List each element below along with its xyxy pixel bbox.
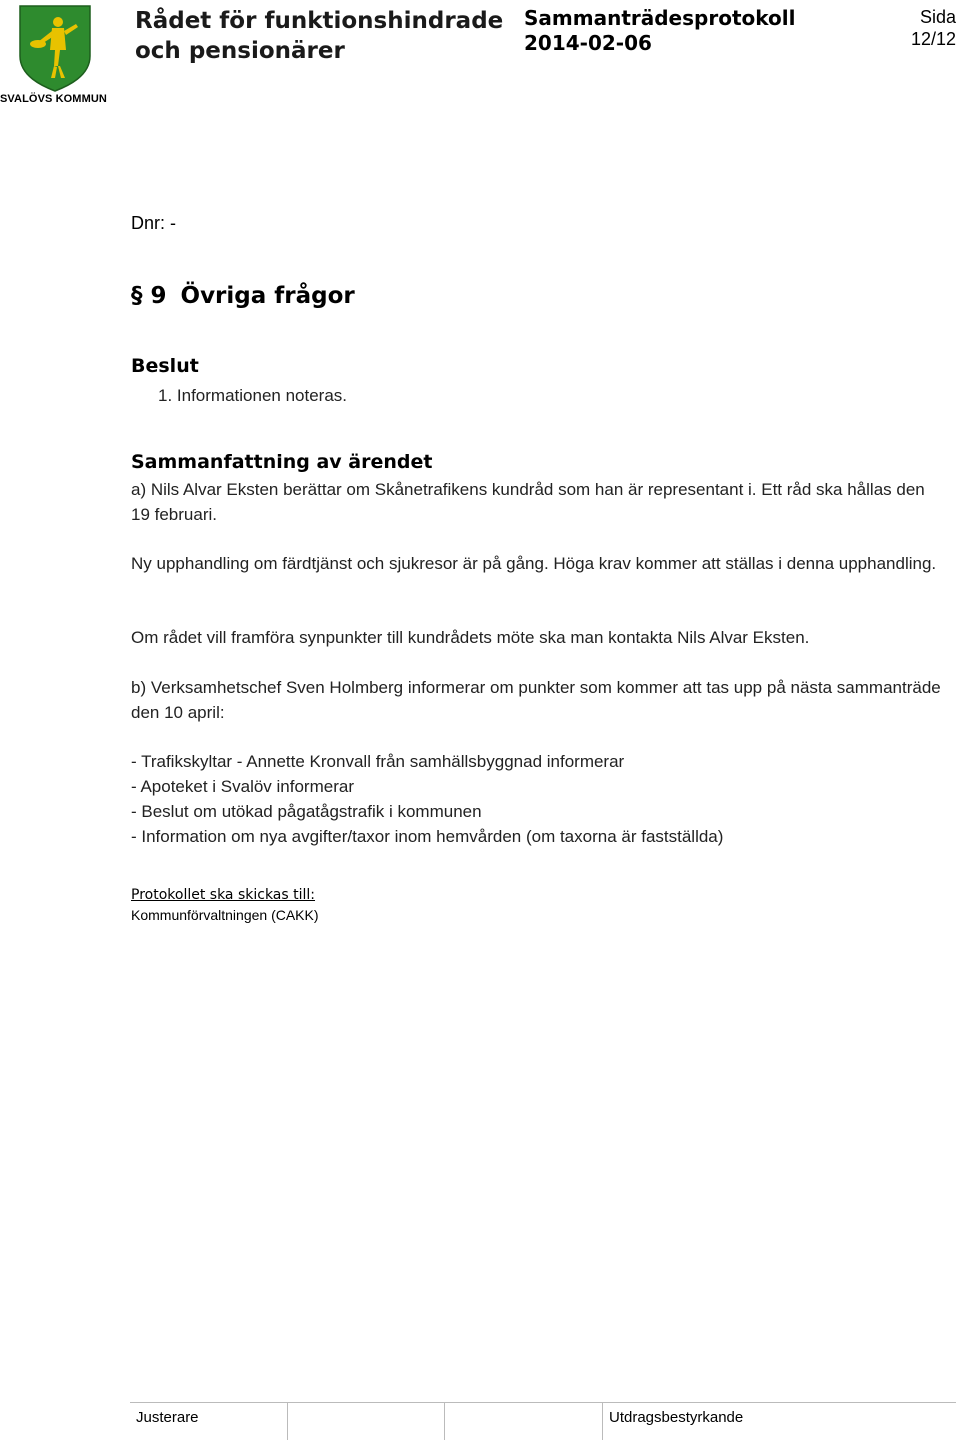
paragraph-procurement: Ny upphandling om färdtjänst och sjukresor är på gång. Höga krav kommer att ställas i denna upphandling. [131,554,937,573]
footer-signature-box [445,1403,603,1440]
org-line-2: och pensionärer [135,38,345,64]
footer-signature-box [288,1403,445,1440]
list-item: - Trafikskyltar - Annette Kronvall från samhällsbyggnad informerar [131,752,625,771]
diary-number: Dnr: - [131,213,176,233]
list-item: - Beslut om utökad pågatågstrafik i kommunen [131,802,482,821]
decision-item: 1. Informationen noteras. [158,386,348,405]
svalov-crest-icon [18,4,92,92]
section-heading [131,283,355,309]
section-number: § 9 [131,283,167,309]
org-line-1: Rådet för funktionshindrade [135,8,504,34]
page-number: 12/12 [910,29,956,49]
distribution-recipient: Kommunförvaltningen (CAKK) [131,907,319,923]
footer-utdrag: Utdragsbestyrkande [609,1409,744,1426]
organization-title [135,6,503,66]
distribution-label: Protokollet ska skickas till: [131,887,316,903]
logo-caption: SVALÖVS KOMMUN [0,93,107,105]
footer-justerare: Justerare [130,1403,288,1440]
list-item: - Information om nya avgifter/taxor inom hemvården (om taxorna är fastställda) [131,827,724,846]
decision-heading: Beslut [131,355,199,377]
signature-footer [130,1402,956,1440]
section-title: Övriga frågor [180,283,355,309]
summary-heading: Sammanfattning av ärendet [131,451,433,473]
paragraph-viewpoints: Om rådet vill framföra synpunkter till kundrådets möte ska man kontakta Nils Alvar Eksten. [131,628,810,647]
document-type: Sammanträdesprotokoll [524,6,796,30]
coat-of-arms-logo [18,4,92,92]
paragraph-a: a) Nils Alvar Eksten berättar om Skånetrafikens kundråd som han är representant i. Ett råd ska hållas den 19 februari. [131,480,925,524]
list-item: - Apoteket i Svalöv informerar [131,777,354,796]
page-label: Sida [919,7,956,27]
document-date: 2014-02-06 [524,31,652,55]
paragraph-b: b) Verksamhetschef Sven Holmberg informerar om punkter som kommer att tas upp på nästa sammanträde den 10 april: [131,678,941,722]
